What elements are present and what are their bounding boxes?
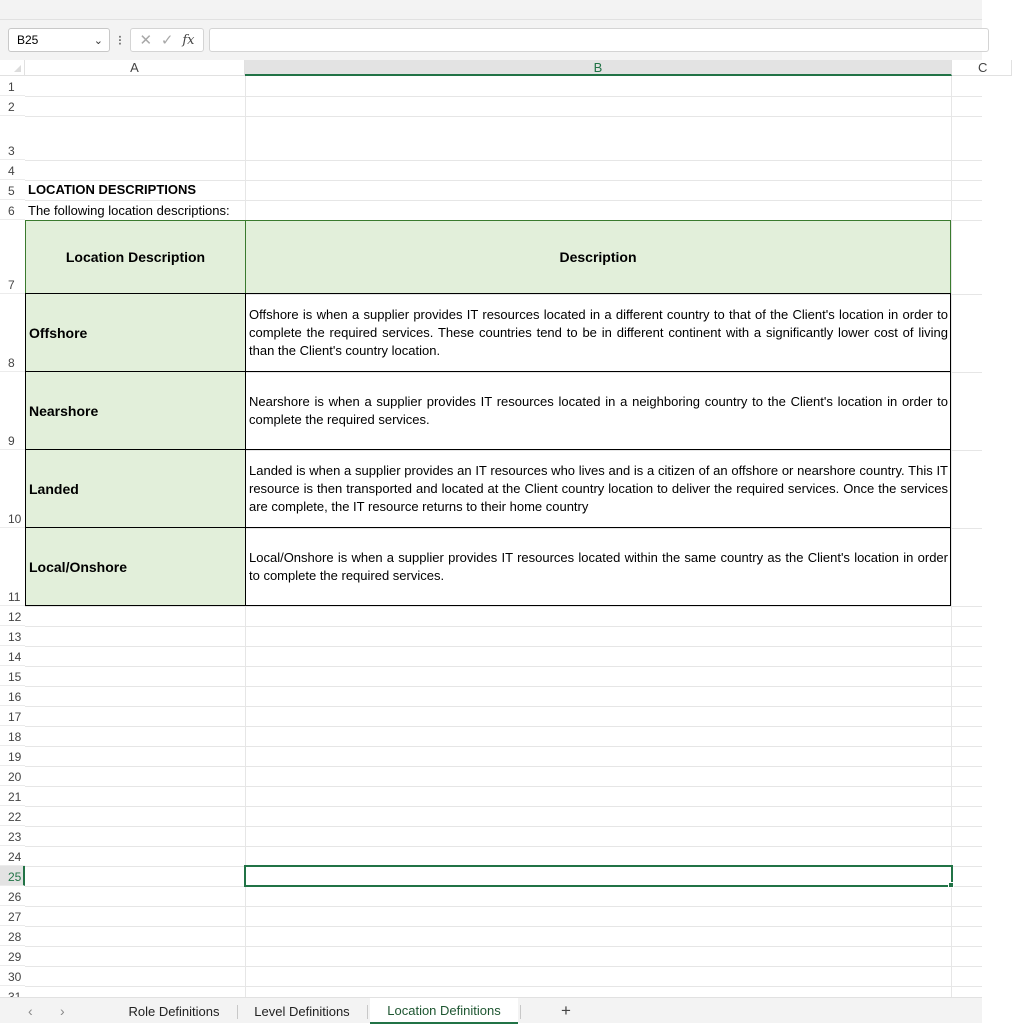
column-header-a[interactable]: A <box>25 60 245 76</box>
tab-divider <box>520 1005 521 1019</box>
row-header-29[interactable]: 29 <box>0 946 25 966</box>
tab-location-definitions[interactable]: Location Definitions <box>370 998 518 1024</box>
sheet-title: LOCATION DESCRIPTIONS <box>28 182 197 197</box>
row-header-20[interactable]: 20 <box>0 766 25 786</box>
sheet-tab-bar <box>0 997 982 1023</box>
row-gridline <box>25 116 982 117</box>
cancel-icon[interactable]: ✕ <box>139 32 153 49</box>
row-header-28[interactable]: 28 <box>0 926 25 946</box>
row-header-12[interactable]: 12 <box>0 606 25 626</box>
row-header-5[interactable]: 5 <box>0 180 25 200</box>
row-header-9[interactable]: 9 <box>0 372 25 450</box>
row-gridline <box>25 926 982 927</box>
row-header-16[interactable]: 16 <box>0 686 25 706</box>
spreadsheet-grid[interactable] <box>0 60 988 997</box>
row-gridline <box>25 746 982 747</box>
select-all-corner[interactable] <box>0 60 25 76</box>
row-gridline <box>25 160 982 161</box>
row-header-14[interactable]: 14 <box>0 646 25 666</box>
location-name-local-onshore: Local/Onshore <box>25 527 246 606</box>
formula-bar <box>0 20 982 60</box>
row-header-26[interactable]: 26 <box>0 886 25 906</box>
previous-sheet-icon[interactable]: ‹ <box>28 1003 33 1019</box>
row-gridline <box>25 726 982 727</box>
location-description-nearshore: Nearshore is when a supplier provides IT resources located in a neighboring country to the Client's location in order to complete the required services. <box>245 371 951 450</box>
column-header-c[interactable]: C <box>952 60 1012 76</box>
row-gridline <box>25 706 982 707</box>
table-header-location: Location Description <box>25 220 246 294</box>
name-box[interactable] <box>8 28 110 52</box>
row-gridline <box>25 826 982 827</box>
row-header-23[interactable]: 23 <box>0 826 25 846</box>
row-header-15[interactable]: 15 <box>0 666 25 686</box>
location-name-nearshore: Nearshore <box>25 371 246 450</box>
tab-level-definitions[interactable]: Level Definitions <box>254 1003 350 1019</box>
row-header-8[interactable]: 8 <box>0 294 25 372</box>
row-header-13[interactable]: 13 <box>0 626 25 646</box>
location-description-landed: Landed is when a supplier provides an IT resources who lives and is a citizen of an offshore or nearshore country. This IT resource is then transported and located at the Client country location to deliver the required services. Once the services are complete, the IT resource returns to their home country <box>245 449 951 528</box>
row-gridline <box>25 946 982 947</box>
enter-check-icon[interactable]: ✓ <box>160 32 174 49</box>
row-header-2[interactable]: 2 <box>0 96 25 116</box>
row-header-24[interactable]: 24 <box>0 846 25 866</box>
more-options-icon[interactable]: ⁝ <box>117 32 123 48</box>
row-header-19[interactable]: 19 <box>0 746 25 766</box>
row-gridline <box>25 766 982 767</box>
row-gridline <box>25 986 982 987</box>
fill-handle[interactable] <box>948 882 954 888</box>
row-header-4[interactable]: 4 <box>0 160 25 180</box>
window-top-strip <box>0 0 982 20</box>
column-gridline <box>951 76 952 997</box>
selected-cell-b25[interactable] <box>244 865 953 887</box>
sheet-subtitle: The following location descriptions: <box>28 203 230 218</box>
row-header-21[interactable]: 21 <box>0 786 25 806</box>
tab-divider <box>237 1005 238 1019</box>
row-gridline <box>25 786 982 787</box>
row-gridline <box>25 646 982 647</box>
insert-function-icon[interactable]: fx <box>182 32 195 48</box>
row-gridline <box>25 180 982 181</box>
tab-divider <box>367 1005 368 1019</box>
location-name-landed: Landed <box>25 449 246 528</box>
row-header-27[interactable]: 27 <box>0 906 25 926</box>
column-header-b[interactable]: B <box>245 60 952 76</box>
row-header-7[interactable]: 7 <box>0 220 25 294</box>
formula-controls <box>130 28 204 52</box>
location-description-local-onshore: Local/Onshore is when a supplier provides IT resources located within the same country as the Client's location in order to complete the required services. <box>245 527 951 606</box>
row-gridline <box>25 806 982 807</box>
row-gridline <box>25 200 982 201</box>
row-header-11[interactable]: 11 <box>0 528 25 606</box>
row-gridline <box>25 626 982 627</box>
name-box-value: B25 <box>17 33 39 47</box>
row-gridline <box>25 666 982 667</box>
row-header-30[interactable]: 30 <box>0 966 25 986</box>
row-gridline <box>25 96 982 97</box>
add-sheet-button[interactable]: + <box>561 1001 571 1020</box>
row-gridline <box>25 846 982 847</box>
row-header-10[interactable]: 10 <box>0 450 25 528</box>
location-description-offshore: Offshore is when a supplier provides IT resources located in a different country to that of the Client's location in order to complete the required services. These countries tend to be in different continent with a significantly lower cost of living than the Client's country location. <box>245 293 951 372</box>
row-header-6[interactable]: 6 <box>0 200 25 220</box>
row-gridline <box>25 906 982 907</box>
row-header-3[interactable]: 3 <box>0 116 25 160</box>
row-gridline <box>25 606 982 607</box>
row-header-1[interactable]: 1 <box>0 76 25 96</box>
row-gridline <box>25 966 982 967</box>
row-header-22[interactable]: 22 <box>0 806 25 826</box>
chevron-down-icon[interactable]: ⌄ <box>93 34 103 47</box>
formula-input[interactable] <box>209 28 989 52</box>
row-gridline <box>25 686 982 687</box>
next-sheet-icon[interactable]: › <box>60 1003 65 1019</box>
tab-role-definitions[interactable]: Role Definitions <box>128 1003 220 1019</box>
table-header-description: Description <box>245 220 951 294</box>
row-header-17[interactable]: 17 <box>0 706 25 726</box>
row-header-25[interactable]: 25 <box>0 866 25 886</box>
location-name-offshore: Offshore <box>25 293 246 372</box>
row-header-18[interactable]: 18 <box>0 726 25 746</box>
